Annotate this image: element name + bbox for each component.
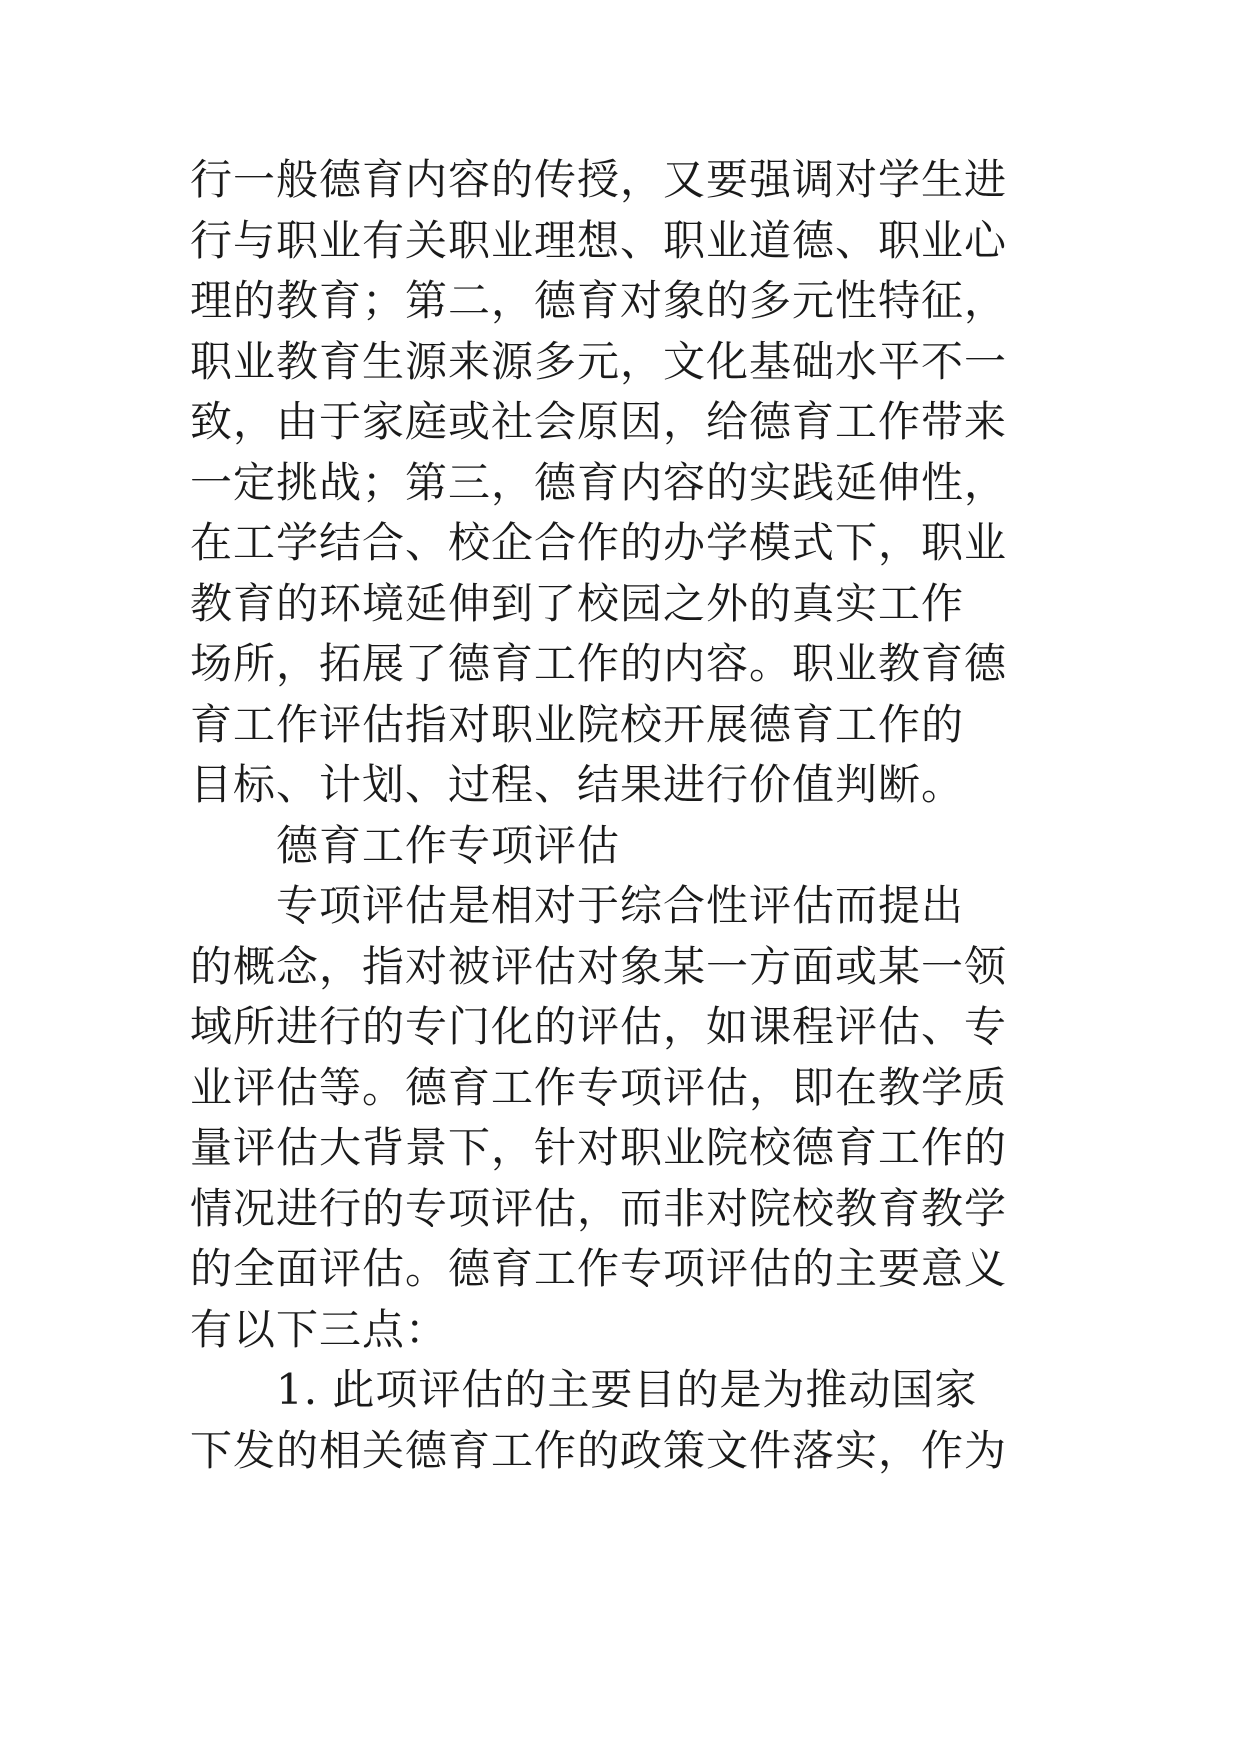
text-line: 致，由于家庭或社会原因，给德育工作带来 <box>190 397 1008 446</box>
text-line: 域所进行的专门化的评估，如课程评估、专 <box>190 1002 1008 1051</box>
text-line: 在工学结合、校企合作的办学模式下，职业 <box>190 518 1008 567</box>
text-line: 场所，拓展了德育工作的内容。职业教育德 <box>190 639 1008 688</box>
text-line: 业评估等。德育工作专项评估，即在教学质 <box>190 1062 1008 1112</box>
text-line: 的概念，指对被评估对象某一方面或某一领 <box>190 941 1008 991</box>
text-line: 目标、计划、过程、结果进行价值判断。 <box>190 760 965 809</box>
text-line: 量评估大背景下，针对职业院校德育工作的 <box>190 1123 1008 1172</box>
text-line: 育工作评估指对职业院校开展德育工作的 <box>190 699 965 749</box>
list-item-1: 1. 此项评估的主要目的是为推动国家 <box>276 1365 978 1414</box>
document-body <box>190 150 1070 1481</box>
text-line: 下发的相关德育工作的政策文件落实，作为 <box>190 1425 1008 1475</box>
text-line: 专项评估是相对于综合性评估而提出 <box>276 881 965 930</box>
text-line: 一定挑战；第三，德育内容的实践延伸性， <box>190 457 1008 507</box>
text-line: 行一般德育内容的传授，又要强调对学生进 <box>190 155 1008 204</box>
section-heading: 德育工作专项评估 <box>276 820 621 870</box>
text-line: 职业教育生源来源多元，文化基础水平不一 <box>190 336 1008 386</box>
text-line: 行与职业有关职业理想、职业道德、职业心 <box>190 215 1008 265</box>
text-line: 有以下三点： <box>190 1304 449 1354</box>
text-line: 情况进行的专项评估，而非对院校教育教学 <box>190 1183 1008 1233</box>
text-line: 的全面评估。德育工作专项评估的主要意义 <box>190 1244 1008 1293</box>
text-line: 理的教育；第二，德育对象的多元性特征， <box>190 276 1008 325</box>
text-line: 教育的环境延伸到了校园之外的真实工作 <box>190 578 965 628</box>
